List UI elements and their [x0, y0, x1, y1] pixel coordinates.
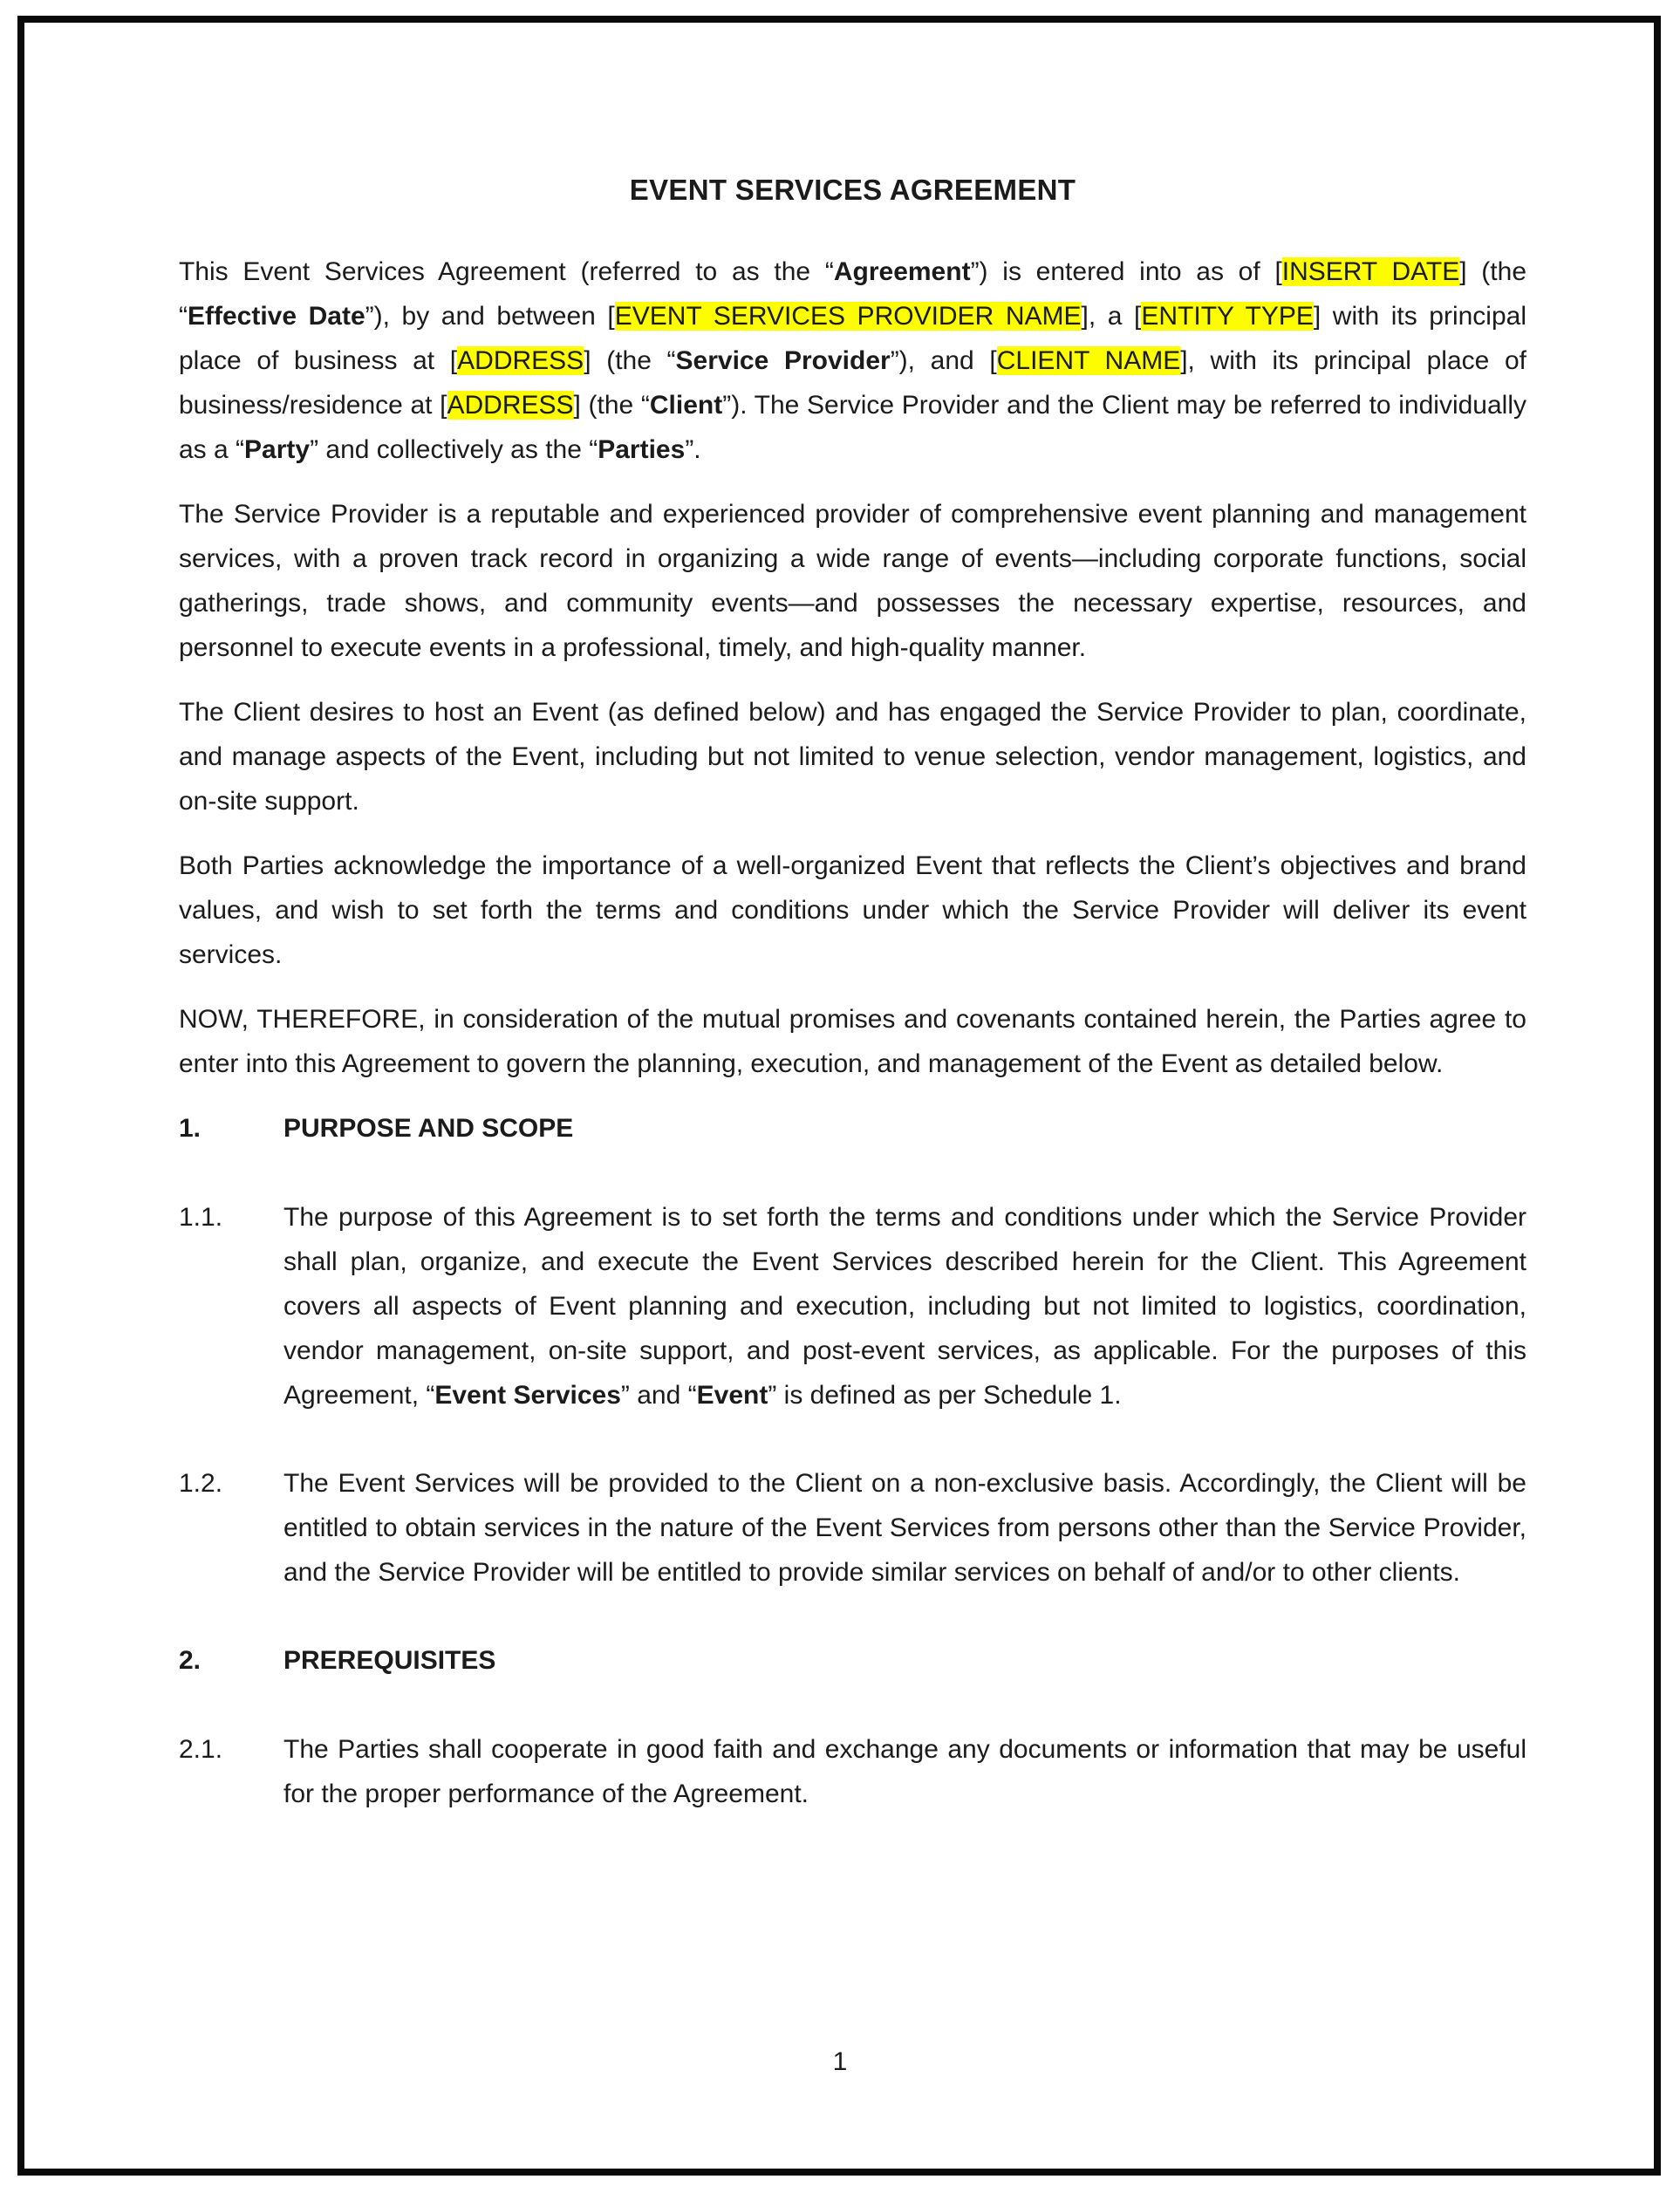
text-run: ”. [685, 435, 701, 464]
text-run: The Parties shall cooperate in good faith and exchange any documents or information that may be useful for the proper performance of the Agreement. [283, 1735, 1526, 1808]
defined-term: Event [696, 1381, 768, 1410]
placeholder-highlight: INSERT DATE [1281, 257, 1460, 286]
text-run: ”), and [ [890, 346, 997, 375]
defined-term: Event Services [434, 1381, 621, 1410]
page-number: 1 [832, 2047, 848, 2076]
intro-paragraph-4 [179, 844, 1526, 977]
section-title: PURPOSE AND SCOPE [283, 1114, 574, 1143]
text-run: Both Parties acknowledge the importance of a well-organized Event that reflects the Client’s objectives and brand values, and wish to set forth the terms and conditions under which the Service Provider will deliver its event services. [179, 851, 1526, 969]
section-title: PREREQUISITES [283, 1646, 496, 1675]
text-run: ] with its principal place of business at [ [179, 302, 1527, 375]
text-run: ”) is entered into as of [ [970, 257, 1282, 286]
intro-paragraph-3 [179, 690, 1526, 823]
clause-text [283, 1727, 1526, 1816]
clause-text [283, 1461, 1526, 1595]
placeholder-highlight: CLIENT NAME [996, 346, 1181, 375]
text-run: The Event Services will be provided to the Client on a non-exclusive basis. Accordingly, the Client will be entitled to obtain services in the nature of the Event Services from persons other than the Service Provider, and the Service Provider will be entitled to provide similar services on behalf of and/or to other clients. [283, 1469, 1526, 1587]
defined-term: Party [244, 435, 311, 464]
section-heading-1 [179, 1106, 1526, 1151]
text-run: ” and collectively as the “ [310, 435, 598, 464]
text-run: The Client desires to host an Event (as defined below) and has engaged the Service Provider to plan, coordinate, and manage aspects of the Event, including but not limited to venue selection, vendor management, logistics, and on-site support. [179, 698, 1526, 816]
text-run: The purpose of this Agreement is to set forth the terms and conditions under which the Service Provider shall plan, organize, and execute the Event Services described herein for the Client. This Agreement covers all aspects of Event planning and execution, including but not limited to logistics, coordination, vendor management, on-site support, and post-event services, as applicable. For the purposes of this Agreement, “ [283, 1203, 1526, 1410]
clause-number: 1.1. [179, 1203, 223, 1232]
clause-number: 1.2. [179, 1469, 223, 1498]
text-run: This Event Services Agreement (referred to as the “ [179, 257, 834, 286]
document-title: EVENT SERVICES AGREEMENT [629, 174, 1076, 206]
section-number: 1. [179, 1114, 201, 1143]
intro-paragraph-2 [179, 492, 1526, 670]
defined-term: Agreement [833, 257, 971, 286]
clause-2-1 [179, 1727, 1526, 1816]
section-number: 2. [179, 1646, 201, 1675]
text-run: ”), by and between [ [365, 302, 615, 331]
text-run: ”). The Service Provider and the Client may be referred to individually as a “ [179, 391, 1526, 464]
placeholder-highlight: ADDRESS [447, 391, 574, 420]
text-run: ], with its principal place of business/residence at [ [179, 346, 1526, 420]
clause-number: 2.1. [179, 1735, 223, 1764]
document-content [179, 173, 1526, 1860]
intro-paragraph-5 [179, 997, 1526, 1086]
placeholder-highlight: ENTITY TYPE [1141, 302, 1314, 331]
defined-term: Service Provider [675, 346, 891, 375]
text-run: ], a [ [1081, 302, 1142, 331]
defined-term: Parties [598, 435, 686, 464]
defined-term: Client [649, 391, 723, 420]
section-heading-2 [179, 1638, 1526, 1683]
defined-term: Effective Date [188, 302, 365, 331]
text-run: ” is defined as per Schedule 1. [768, 1381, 1122, 1410]
intro-paragraph-1 [179, 249, 1526, 472]
text-run: ” and “ [620, 1381, 697, 1410]
text-run: ] (the “ [179, 257, 1526, 331]
clause-1-2 [179, 1461, 1526, 1595]
placeholder-highlight: EVENT SERVICES PROVIDER NAME [614, 302, 1082, 331]
placeholder-highlight: ADDRESS [457, 346, 584, 375]
clause-1-1 [179, 1195, 1526, 1418]
text-run: ] (the “ [573, 391, 650, 420]
text-run: NOW, THEREFORE, in consideration of the mutual promises and covenants contained herein, the Parties agree to enter into this Agreement to govern the planning, execution, and management of the Event as detailed below. [179, 1005, 1526, 1078]
text-run: ] (the “ [584, 346, 676, 375]
clause-text [283, 1195, 1526, 1418]
text-run: The Service Provider is a reputable and experienced provider of comprehensive event planning and management services, with a proven track record in organizing a wide range of events—including corporate functions, social gatherings, trade shows, and community events—and possesses the necessary expertise, resources, and personnel to execute events in a professional, timely, and high-quality manner. [179, 500, 1526, 662]
